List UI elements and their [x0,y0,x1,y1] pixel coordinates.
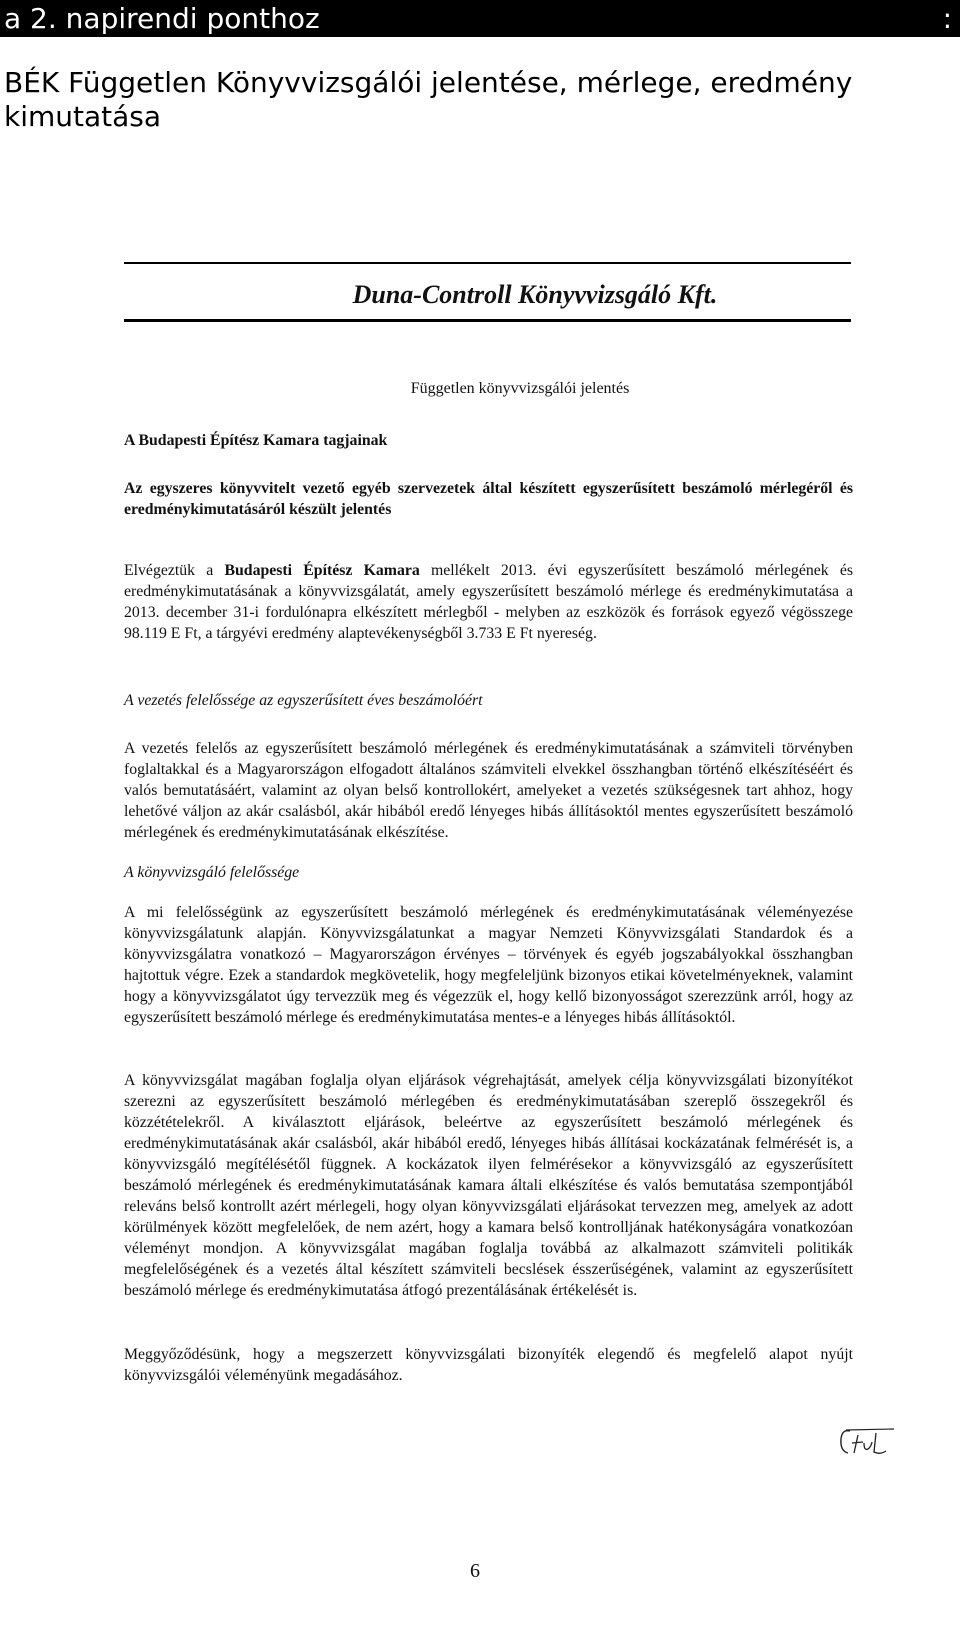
intro-organization-name: Budapesti Építész Kamara [224,562,420,579]
heading-management-responsibility: A vezetés felelőssége az egyszerűsített éves beszámolóért [124,692,483,709]
agenda-item-title: a 2. napirendi ponthoz [4,2,320,35]
paragraph-auditor-responsibility-2: A könyvvizsgálat magában foglalja olyan eljárások végrehajtását, amelyek célja könyvvizsgálati bizonyítékot szerezni az egyszerűsített beszámoló mérlegében és eredménykimutatásában szereplő összegekről és közzétételekről. A kiválasztott eljárások, beleértve az egyszerűsített beszámoló mérlegének és eredménykimutatásának akár csalásból, akár hibából eredő, lényeges hibás állításai kockázatának felmérését is, a könyvvizsgáló megítélésétől függnek. A kockázatok ilyen felmérésekor a könyvvizsgáló az egyszerűsített beszámoló mérlegének és eredménykimutatásának kamara általi elkészítése és valós bemutatása szempontjából releváns belső kontrollt azért mérlegeli, hogy olyan könyvvizsgálati eljárásokat tervezzen meg, amelyek az adott körülmények között megfelelőek, de nem azért, hogy a kamara belső kontrolljának hatékonyságára vonatkozóan véleményt mondjon. A könyvvizsgálat magában foglalja továbbá az alkalmazott számviteli politikák megfelelőségének és a vezetés által készített számviteli becslések ésszerűségének, valamint az egyszerűsített beszámoló mérlege és eredménykimutatása átfogó prezentálásának értékelését is. [124,1072,853,1299]
company-bottom-rule [124,319,851,322]
agenda-header-colon: : [942,2,952,35]
intro-text-before: Elvégeztük a [124,562,225,579]
intro-text-after: mellékelt 2013. évi egyszerűsített beszámoló mérlegének és eredménykimutatásának a könyvvizsgálatát, amely egyszerűsített beszámoló mérlege és eredménykimutatása a 2013. december 31-i fordulónapra elkészített mérlegből - melyben az eszközök és források egyező végösszege 98.119 E Ft, a tárgyévi eredmény alaptevékenységből 3.733 E Ft nyereség. [124,562,853,642]
report-subject: Az egyszeres könyvvitelt vezető egyéb szervezetek által készített egyszerűsített beszámoló mérlegéről és eredménykimutatásáról készült jelentés [124,480,853,518]
handwritten-signature [836,1425,896,1459]
page-number: 6 [470,1560,480,1582]
intro-paragraph [124,560,853,644]
report-title: Független könyvvizsgálói jelentés [410,380,630,397]
company-top-rule [124,262,851,264]
paragraph-management-responsibility: A vezetés felelős az egyszerűsített beszámoló mérlegének és eredménykimutatásának a számviteli törvényben foglaltakkal és a Magyarországon elfogadott általános számviteli elvekkel összhangban történő elkészítéséért és valós bemutatásáért, valamint az olyan belső kontrollokért, amelyeket a vezetés szükségesnek tart ahhoz, hogy lehetővé váljon az akár csalásból, akár hibából eredő lényeges hibás állításoktól mentes egyszerűsített beszámoló mérlegének és eredménykimutatásának elkészítése. [124,740,853,841]
addressee: A Budapesti Építész Kamara tagjainak [124,432,388,449]
auditor-company-name: Duna-Controll Könyvvizsgáló Kft. [352,280,718,309]
paragraph-auditor-responsibility-1: A mi felelősségünk az egyszerűsített beszámoló mérlegének és eredménykimutatásának véleményezése könyvvizsgálatunk alapján. Könyvvizsgálatunkat a magyar Nemzeti Könyvvizsgálati Standardok és a könyvvizsgálatra vonatkozó – Magyarországon érvényes – törvények és egyéb jogszabályokkal összhangban hajtottuk végre. Ezek a standardok megkövetelik, hogy megfeleljünk bizonyos etikai követelményeknek, valamint hogy a könyvvizsgálatot úgy tervezzük meg és végezzük el, hogy kellő bizonyosságot szerezzünk arról, hogy az egyszerűsített beszámoló mérlege és eredménykimutatása mentes-e a lényeges hibás állításoktól. [124,904,853,1026]
paragraph-auditor-responsibility-3: Meggyőződésünk, hogy a megszerzett könyvvizsgálati bizonyíték elegendő és megfelelő alapot nyújt könyvvizsgálói véleményünk megadásához. [124,1346,853,1384]
section-title: BÉK Független Könyvvizsgálói jelentése, mérlege, eredmény kimutatása [4,66,853,133]
heading-auditor-responsibility: A könyvvizsgáló felelőssége [124,864,300,881]
